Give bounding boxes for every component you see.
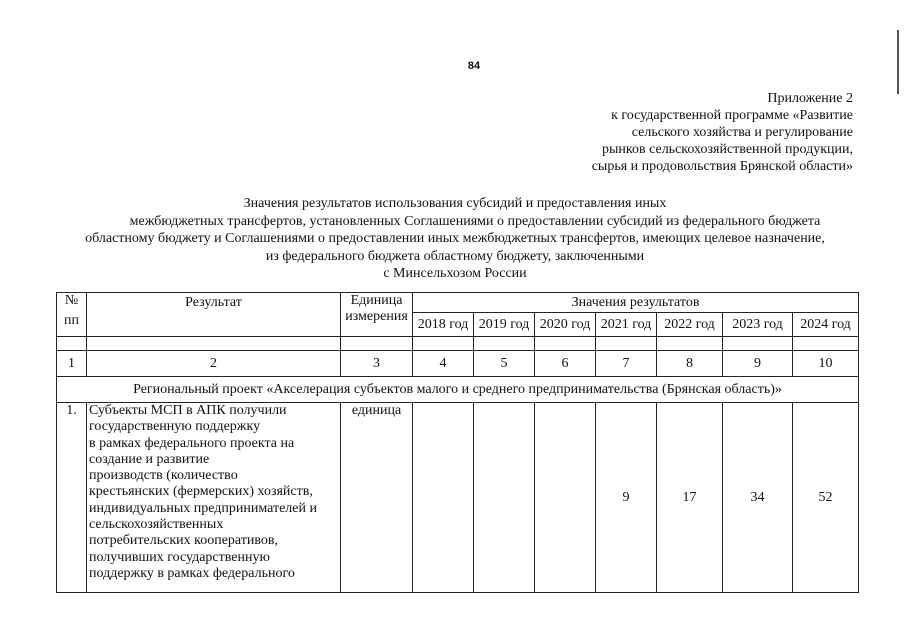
header-values-group: Значения результатов <box>413 293 859 313</box>
result-line: создание и развитие <box>89 451 210 467</box>
header-unit-label: Единица <box>350 293 403 308</box>
result-line: поддержку в рамках федерального <box>89 565 295 581</box>
header-year: 2024 год <box>793 313 859 337</box>
scan-edge-line <box>897 30 899 94</box>
result-line: крестьянских (фермерских) хозяйств, <box>89 484 313 500</box>
result-line: потребительских кооперативов, <box>89 533 279 549</box>
appendix-line: рынков сельскохозяйственной продукции, <box>602 142 853 157</box>
header-year: 2020 год <box>535 313 596 337</box>
row-value: 17 <box>657 403 723 593</box>
document-title <box>40 195 870 283</box>
column-number: 9 <box>723 351 793 377</box>
header-year: 2019 год <box>474 313 535 337</box>
title-line: областному бюджету и Соглашениями о предоставлении иных межбюджетных трансфертов, имеющих целевое назначение, <box>85 231 825 246</box>
column-number: 5 <box>474 351 535 377</box>
column-number: 3 <box>341 351 413 377</box>
column-number: 4 <box>413 351 474 377</box>
row-number: 1. <box>57 403 87 593</box>
result-line: индивидуальных предпринимателей и <box>89 500 317 516</box>
header-number-label: пп <box>64 313 79 328</box>
appendix-block <box>592 90 853 175</box>
header-spacer-row <box>57 337 859 351</box>
appendix-line: Приложение 2 <box>767 91 853 106</box>
page-number: 84 <box>467 60 481 72</box>
title-line: с Минсельхозом России <box>383 266 527 281</box>
header-year: 2023 год <box>723 313 793 337</box>
result-line: в рамках федерального проекта на <box>89 435 295 451</box>
result-line: получивших государственную <box>89 549 270 565</box>
column-number: 2 <box>87 351 341 377</box>
header-result-label: Результат <box>185 295 242 310</box>
result-line: Субъекты МСП в АПК получили <box>89 403 287 418</box>
header-number-cell <box>57 293 87 337</box>
title-line: из федерального бюджета областному бюджету, заключенными <box>265 248 645 264</box>
title-line: межбюджетных трансфертов, установленных Соглашениями о предоставлении субсидий из федерального бюджета <box>129 213 821 229</box>
column-number: 10 <box>793 351 859 377</box>
row-value: 52 <box>793 403 859 593</box>
header-row <box>57 293 859 313</box>
column-number: 1 <box>57 351 87 377</box>
title-line: Значения результатов использования субсидий и предоставления иных <box>243 196 667 211</box>
results-table <box>56 292 859 593</box>
header-year: 2018 год <box>413 313 474 337</box>
header-result-cell <box>87 293 341 337</box>
section-row <box>57 377 859 403</box>
section-title: Региональный проект «Акселерация субъектов малого и среднего предпринимательства (Брянская область)» <box>57 377 859 403</box>
row-value: 9 <box>596 403 657 593</box>
result-line: государственную поддержку <box>89 419 261 435</box>
column-number: 7 <box>596 351 657 377</box>
appendix-line: к государственной программе «Развитие <box>611 108 853 123</box>
header-year: 2021 год <box>596 313 657 337</box>
header-unit-label: измерения <box>345 309 408 324</box>
row-value: 34 <box>723 403 793 593</box>
row-result <box>87 403 341 593</box>
row-value <box>535 403 596 593</box>
result-line: производств (количество <box>89 468 238 484</box>
result-line: сельскохозяйственных <box>89 517 224 533</box>
table-row <box>57 403 859 593</box>
header-unit-cell <box>341 293 413 337</box>
column-number-row <box>57 351 859 377</box>
column-number: 8 <box>657 351 723 377</box>
header-year: 2022 год <box>657 313 723 337</box>
appendix-line: сельского хозяйства и регулирование <box>631 125 853 140</box>
row-unit: единица <box>341 403 413 593</box>
appendix-line: сырья и продовольствия Брянской области» <box>591 159 853 174</box>
row-value <box>413 403 474 593</box>
row-value <box>474 403 535 593</box>
header-number-label: № <box>64 293 79 308</box>
column-number: 6 <box>535 351 596 377</box>
